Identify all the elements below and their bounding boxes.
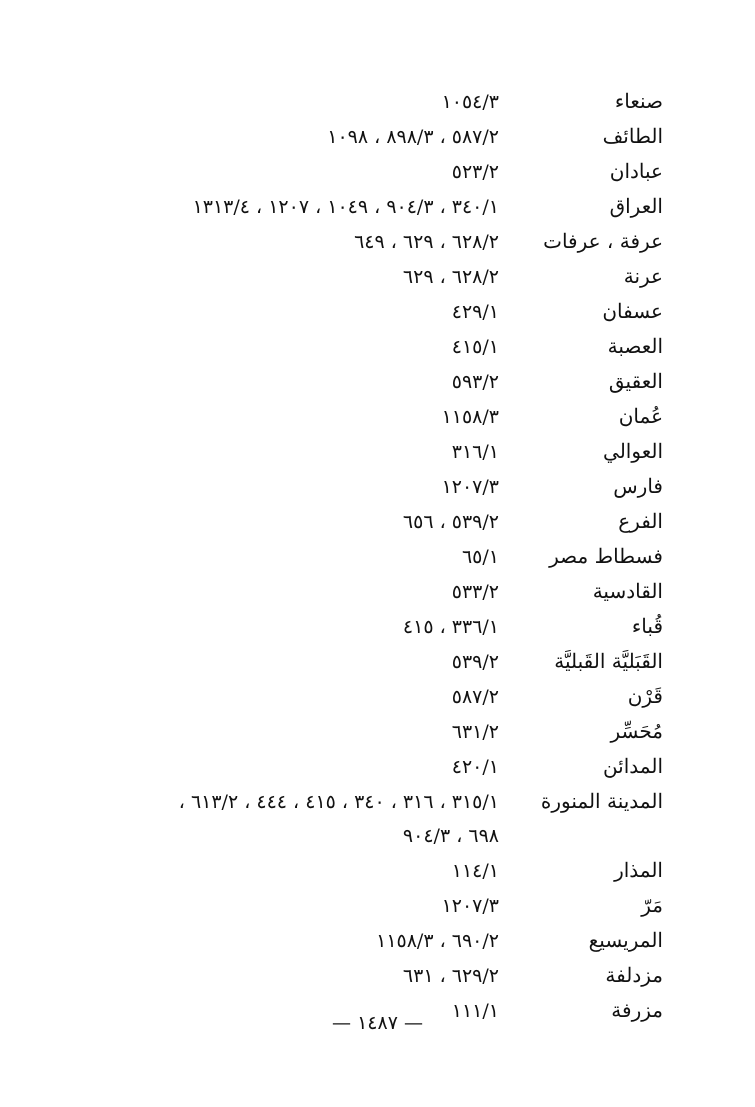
page-references: ٦٢٩/٢ ، ٦٣١ <box>402 965 499 987</box>
index-entry <box>108 364 663 399</box>
place-name: عرنة <box>623 264 663 288</box>
index-entry <box>108 539 663 574</box>
page-references: ٦٢٨/٢ ، ٦٢٩ <box>402 266 499 288</box>
page-references: ١١٥٨/٣ <box>441 406 499 428</box>
place-name: العراق <box>609 194 663 218</box>
place-index-list <box>108 84 663 1028</box>
page-references: ٥٨٧/٢ ، ٨٩٨/٣ ، ١٠٩٨ <box>327 126 499 148</box>
place-name: صنعاء <box>614 89 663 113</box>
page-references: ٥٢٣/٢ <box>451 161 499 183</box>
place-name: مزرفة <box>611 998 663 1022</box>
index-entry <box>108 888 663 923</box>
page-references: ٦٩٠/٢ ، ١١٥٨/٣ <box>376 930 499 952</box>
page-references: ٤١٥/١ <box>451 336 499 358</box>
page-number: — ١٤٨٧ — <box>332 1012 423 1034</box>
place-name: مُحَسِّر <box>610 719 663 743</box>
page-references: ٥٣٩/٢ <box>451 651 499 673</box>
page-references: ٣١٥/١ ، ٣١٦ ، ٣٤٠ ، ٤١٥ ، ٤٤٤ ، ٦١٣/٢ ، <box>178 791 499 813</box>
index-entry <box>108 504 663 539</box>
index-entry <box>108 399 663 434</box>
place-name: القَبَليَّة القَبليَّة <box>554 649 663 673</box>
place-name: مزدلفة <box>605 963 663 987</box>
page-references: ٣٤٠/١ ، ٩٠٤/٣ ، ١٠٤٩ ، ١٢٠٧ ، ١٣١٣/٤ <box>192 196 499 218</box>
page-references: ٥٨٧/٢ <box>451 686 499 708</box>
index-entry <box>108 189 663 224</box>
index-entry <box>108 749 663 784</box>
index-entry <box>108 259 663 294</box>
page-references: ١٠٥٤/٣ <box>441 91 499 113</box>
index-entry <box>108 679 663 714</box>
page-references: ٦٥/١ <box>461 546 499 568</box>
index-entry <box>108 784 663 819</box>
place-name: مَرّ <box>641 893 663 917</box>
place-name: المريسيع <box>588 928 663 952</box>
index-entry <box>108 853 663 888</box>
page-references: ٦٢٨/٢ ، ٦٢٩ ، ٦٤٩ <box>354 231 499 253</box>
index-entry <box>108 644 663 679</box>
place-name: قُباء <box>631 614 663 638</box>
place-name: عُمان <box>618 404 663 428</box>
page-references: ٣١٦/١ <box>451 441 499 463</box>
index-entry <box>108 154 663 189</box>
place-name: المذار <box>614 858 663 882</box>
page-references: ١١٤/١ <box>451 860 499 882</box>
page-references: ٦٣١/٢ <box>451 721 499 743</box>
index-entry <box>108 714 663 749</box>
index-entry <box>108 329 663 364</box>
place-name: المدائن <box>602 754 663 778</box>
index-entry <box>108 224 663 259</box>
index-entry <box>108 294 663 329</box>
page-references: ٤٢٩/١ <box>451 301 499 323</box>
page-references: ٥٣٩/٢ ، ٦٥٦ <box>402 511 499 533</box>
index-entry <box>108 469 663 504</box>
place-name: العصبة <box>607 334 663 358</box>
index-entry <box>108 958 663 993</box>
index-entry <box>108 84 663 119</box>
page-references: ٥٩٣/٢ <box>451 371 499 393</box>
place-name: فارس <box>613 474 663 498</box>
place-name: عرفة ، عرفات <box>543 229 663 253</box>
place-name: الفرع <box>618 509 663 533</box>
place-name: فسطاط مصر <box>549 544 663 568</box>
place-name: القادسية <box>592 579 663 603</box>
page-references: ٥٣٣/٢ <box>451 581 499 603</box>
page-references: ٣٣٦/١ ، ٤١٥ <box>402 616 499 638</box>
place-name: العوالي <box>603 439 663 463</box>
place-name: عبادان <box>609 159 663 183</box>
page-references: ٦٩٨ ، ٩٠٤/٣ <box>402 825 499 847</box>
index-entry <box>108 574 663 609</box>
page-references: ١٢٠٧/٣ <box>441 476 499 498</box>
place-name: العقيق <box>608 369 663 393</box>
index-entry <box>108 434 663 469</box>
page-references: ١٢٠٧/٣ <box>441 895 499 917</box>
place-name: عسفان <box>602 299 663 323</box>
index-entry <box>108 819 663 853</box>
place-name: الطائف <box>602 124 663 148</box>
page-references: ٤٢٠/١ <box>451 756 499 778</box>
place-name: قَرْن <box>627 684 663 708</box>
index-entry <box>108 609 663 644</box>
index-entry <box>108 119 663 154</box>
page-references: ١١١/١ <box>451 1000 499 1022</box>
index-entry <box>108 923 663 958</box>
place-name: المدينة المنورة <box>540 789 663 813</box>
